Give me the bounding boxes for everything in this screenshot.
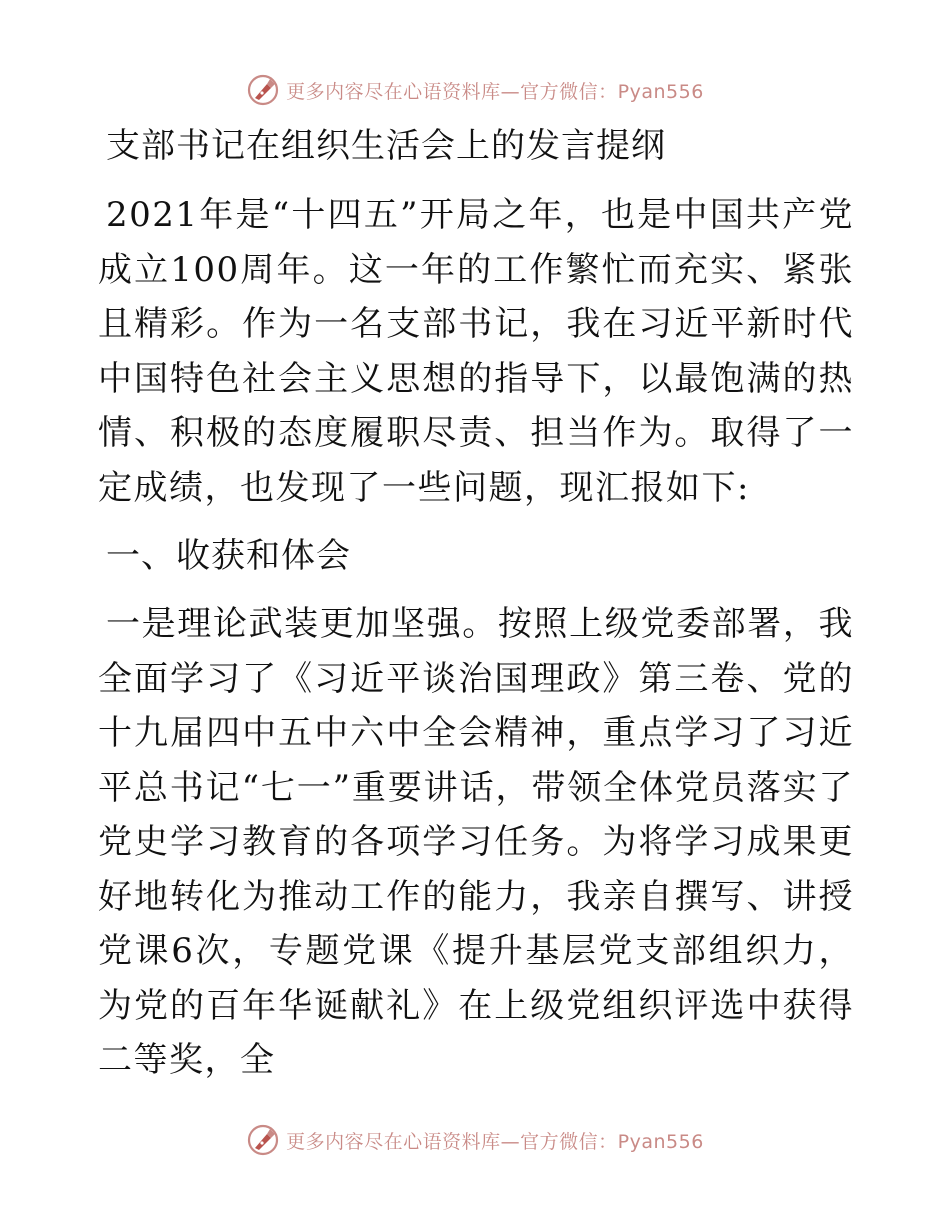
- section-paragraph: 一是理论武装更加坚强。按照上级党委部署，我全面学习了《习近平谈治国理政》第三卷、党的十九届四中五中六中全会精神，重点学习了习近平总书记“七一”重要讲话，带领全体党员落实了党史学习教育的各项学习任务。为将学习成果更好地转化为推动工作的能力，我亲自撰写、讲授党课6次，专题党课《提升基层党支部组织力，为党的百年华诞献礼》在上级党组织评选中获得二等奖，全: [98, 604, 854, 1080]
- document-body: [98, 118, 854, 1102]
- intro-paragraph: 2021年是“十四五”开局之年，也是中国共产党成立100周年。这一年的工作繁忙而充实、紧张且精彩。作为一名支部书记，我在习近平新时代中国特色社会主义思想的指导下，以最饱满的热情、积极的态度履职尽责、担当作为。取得了一定成绩，也发现了一些问题，现汇报如下:: [98, 195, 854, 508]
- header-banner-text: 更多内容尽在心语资料库—官方微信：Pyan556: [286, 80, 704, 103]
- section-heading: 一、收获和体会: [106, 536, 351, 576]
- footer-banner: [0, 1120, 950, 1160]
- pen-nib-logo-icon: [246, 73, 280, 107]
- document-title: 支部书记在组织生活会上的发言提纲: [106, 126, 666, 166]
- pen-nib-logo-icon: [246, 1123, 280, 1157]
- header-banner: [0, 70, 950, 110]
- footer-banner-text: 更多内容尽在心语资料库—官方微信：Pyan556: [286, 1130, 704, 1153]
